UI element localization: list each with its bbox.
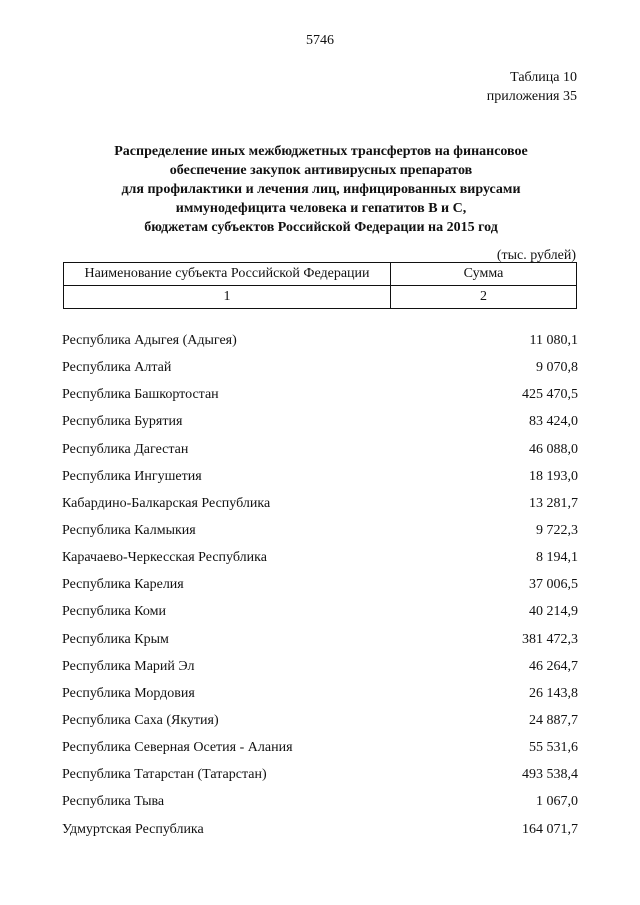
table-row <box>62 601 578 628</box>
table-row <box>62 439 578 466</box>
amount-value: 8 194,1 <box>536 550 578 566</box>
table-row <box>62 574 578 601</box>
document-title <box>60 142 582 237</box>
amount-value: 11 080,1 <box>529 333 578 348</box>
header-subject-name: Наименование субъекта Российской Федерации <box>64 263 391 286</box>
title-line-1: Распределение иных межбюджетных трансфертов на финансовое <box>114 144 528 159</box>
subject-name: Республика Бурятия <box>62 414 183 430</box>
title-line-2: обеспечение закупок антивирусных препаратов <box>169 163 473 178</box>
table-row <box>62 819 578 846</box>
title-line-4: иммунодефицита человека и гепатитов В и С, <box>175 201 467 216</box>
table-row <box>62 791 578 818</box>
amount-value: 37 006,5 <box>529 577 578 593</box>
table-row <box>62 357 578 384</box>
table-row <box>62 710 578 737</box>
amount-value: 9 722,3 <box>536 522 578 538</box>
subject-name: Карачаево-Черкесская Республика <box>62 550 267 566</box>
table-row <box>62 629 578 656</box>
table-header <box>63 262 577 309</box>
table-row <box>62 683 578 710</box>
subject-name: Республика Татарстан (Татарстан) <box>62 767 267 783</box>
subject-name: Кабардино-Балкарская Республика <box>62 495 271 511</box>
subject-name: Республика Ингушетия <box>62 468 202 484</box>
table-row <box>62 411 578 438</box>
table-row <box>62 493 578 520</box>
subject-name: Республика Северная Осетия - Алания <box>62 740 293 756</box>
subject-name: Республика Крым <box>62 631 169 647</box>
amount-value: 46 088,0 <box>529 441 578 457</box>
header-row <box>64 263 577 286</box>
subject-name: Республика Саха (Якутия) <box>62 712 219 728</box>
amount-value: 26 143,8 <box>529 685 578 701</box>
amount-value: 83 424,0 <box>529 414 578 430</box>
header-column-number-2: 2 <box>391 286 577 309</box>
subject-name: Республика Мордовия <box>62 685 195 701</box>
subject-name: Республика Алтай <box>62 360 172 376</box>
table-row <box>62 384 578 411</box>
table-row <box>62 656 578 683</box>
subject-name: Республика Коми <box>62 604 166 620</box>
amount-value: 46 264,7 <box>529 658 578 674</box>
table-reference-line-2: приложения 35 <box>486 89 577 104</box>
page-number: 5746 <box>306 33 334 48</box>
header-column-number-1: 1 <box>64 286 391 309</box>
amount-value: 9 070,8 <box>536 360 578 376</box>
subject-name: Республика Карелия <box>62 577 184 593</box>
header-amount: Сумма <box>391 263 577 286</box>
table-row <box>62 520 578 547</box>
amount-value: 24 887,7 <box>529 712 578 728</box>
units-label: (тыс. рублей) <box>496 248 576 263</box>
header-number-row <box>64 286 577 309</box>
subject-name: Республика Тыва <box>62 794 165 810</box>
subject-name: Республика Башкортостан <box>62 387 219 403</box>
table-row <box>62 466 578 493</box>
table-row <box>62 737 578 764</box>
title-line-5: бюджетам субъектов Российской Федерации на 2015 год <box>144 220 498 235</box>
title-line-3: для профилактики и лечения лиц, инфицированных вирусами <box>121 182 521 197</box>
amount-value: 493 538,4 <box>522 767 578 783</box>
amount-value: 55 531,6 <box>529 740 578 756</box>
amount-value: 425 470,5 <box>522 387 578 403</box>
amount-value: 1 067,0 <box>536 794 578 810</box>
amount-value: 40 214,9 <box>529 604 578 620</box>
amount-value: 381 472,3 <box>522 631 578 647</box>
table-reference <box>487 68 577 106</box>
amount-value: 164 071,7 <box>522 821 578 837</box>
subject-name: Республика Марий Эл <box>62 658 195 674</box>
table-row <box>62 547 578 574</box>
subject-name: Удмуртская Республика <box>62 821 204 837</box>
table-row <box>62 764 578 791</box>
subject-name: Республика Калмыкия <box>62 522 196 538</box>
amount-value: 18 193,0 <box>529 468 578 484</box>
table-row <box>62 330 578 357</box>
subject-name: Республика Адыгея (Адыгея) <box>62 333 237 348</box>
data-rows <box>62 330 578 846</box>
table-reference-line-1: Таблица 10 <box>510 70 577 85</box>
subject-name: Республика Дагестан <box>62 441 189 457</box>
amount-value: 13 281,7 <box>529 495 578 511</box>
